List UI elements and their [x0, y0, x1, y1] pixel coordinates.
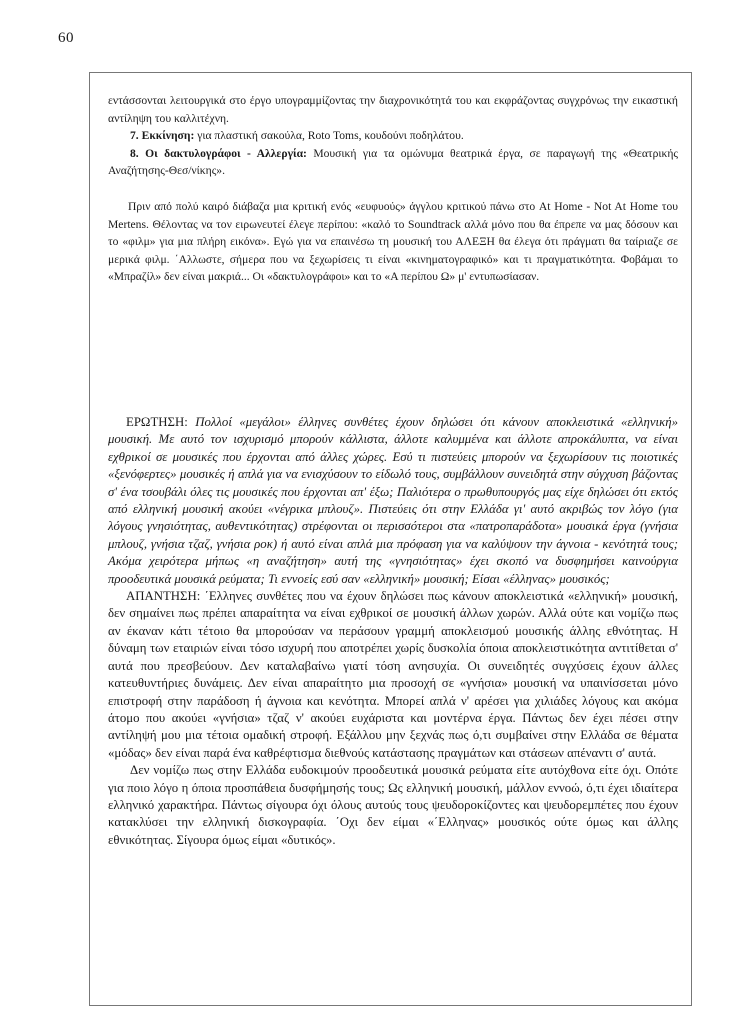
box-intro-text: εντάσσονται λειτουργικά στο έργο υπογραμμίζοντας την διαχρονικότητά του και εκφράζοντας συγχρόνως την εικαστική αντίληψη του καλλιτέχνη.	[108, 94, 678, 125]
question-text: Πολλοί «μεγάλοι» έλληνες συνθέτες έχουν δηλώσει ότι κάνουν αποκλειστικά «ελληνική» μουσική. Με αυτό τον ισχυρισμό μπορούν κάλλιστα, άλλοτε καλυμμένα και άλλοτε απροκάλυπτα, να είναι εχθρικοί σε μουσικές που έρχονται από άλλες χώρες. Εσύ τι πιστεύεις μπορούν να ξεχωρίσουν τις ποιοτικές «ξενόφερτες» μουσικές ή απλά για να ενισχύσουν το είδωλό τους, συμβάλλουν συνειδητά στην σύγχυση βάζοντας σ' ένα τσουβάλι όλες τις μουσικές που έρχονται απ' έξω; Παλιότερα ο πρωθυπουργός μας είχε δηλώσει ότι εκτός από ελληνική μουσική ακούει «νέγρικα μπλουζ». Πιστεύεις ότι στην Ελλάδα γι' αυτό ακριβώς τον λόγο (για λόγους γνησιότητας, αυθεντικότητας) στρέφονται οι περισσότεροι στα «πατροπαράδοτα» μουσικά έργα (γνήσια μπλουζ, γνήσια τζαζ, γνήσια ροκ) ή αυτό είναι απλά μια πρόφαση για να καλύψουν την άγνοια - κενότητά τους; Ακόμα χειρότερα μήπως «η αναζήτηση» αυτή της «γνησιότητας» έχει σκοπό να δυσφημήσει καινούργια προοδευτικά μουσικά ρεύματα; Τι εννοείς εσύ σαν «ελληνική» μουσική; Είσαι «έλληνας» μουσικός;	[108, 415, 678, 586]
answer-paragraph-2: Δεν νομίζω πως στην Ελλάδα ευδοκιμούν προοδευτικά μουσικά ρεύματα είτε αυτόχθονα είτε όχι. Οπότε για ποιο λόγο η όποια προσπάθεια δυσφήμησής τους; Ως ελληνική μουσική, μάλλον εννοώ, ό,τι έχει ιδιαίτερα ελληνικό χαρακτήρα. Πάντως σίγουρα όχι όλους αυτούς τους ψευδοροκίζοντες και ψευδορεμπέτες που έχουν κατακλύσει την ελληνική δισκογραφία. ΄Οχι δεν είμαι «΄Ελληνας» μουσικός ούτε όμως και άλλης εθνικότητας. Σίγουρα όμως είμαι «δυτικός».	[108, 763, 678, 847]
list-item-7-label: 7. Εκκίνηση:	[130, 129, 195, 143]
interview-section	[108, 414, 678, 849]
review-paragraph: Πριν από πολύ καιρό διάβαζα μια κριτική ενός «ευφυούς» άγγλου κριτικού πάνω στο At Home - Not At Home του Mertens. Θέλοντας να τον ειρωνευτεί έλεγε περίπου: «καλό το Soundtrack αλλά μόνο που θα έπρεπε να μας δόσουν και το «φιλμ» για μια πλήρη εικόνα». Εγώ για να επαινέσω τη μουσική του ΑΛΕΞΗ θα έλεγα ότι πράγματι θα ταίριαζε σε μερικά φιλμ. ΄Αλλωστε, σήμερα που να ξεχωρίσεις τι είναι «κινηματογραφικό» και τι πραγματικότητα. Φοβάμαι το «Μπραζίλ» δεν είναι μακριά... Οι «δακτυλογράφοι» και το «Α περίπου Ω» μ' εντυπωσίασαν.	[108, 199, 678, 284]
list-item-7	[108, 127, 678, 145]
list-item-7-text: για πλαστική σακούλα, Roto Toms, κουδούνι ποδηλάτου.	[194, 129, 464, 143]
answer-text: ΄Ελληνες συνθέτες που να έχουν δηλώσει πως κάνουν αποκλειστικά «ελληνική» μουσική, δεν σημαίνει πως πρέπει απαραίτητα να είναι εχθρικοί σε μουσική άλλων χωρών. Αλλά ούτε και νομίζω πως αν έκαναν κάτι τέτοιο θα μπορούσαν να περάσουν γραμμή αποκλεισμού μουσικής άλλης εθνότητας. Η δύναμη των εταιριών είναι τόσο ισχυρή που αποτρέπει χωρίς δυσκολία όποια αποκλειστικότητα αντιτίθεται σ' αυτά που πρεσβεύουν. Δεν καταλαβαίνω γιατί τόση ανησυχία. Οι συνειδητές συγχύσεις έχουν άλλες κατευθυντήριες δυνάμεις. Δεν είναι απαραίτητο μια προσοχή σε «γνήσια» μουσική να υπαινίσσεται μόνο επιστροφή στην παράδοση ή άγνοια και κενότητα. Μπορεί απλά ν' αρέσει για χιλιάδες λόγους και ακόμα άτομο που ακούει «γνήσια» τζαζ ν' ακούει ευχάριστα και μοντέρνα έργα. Πάντως δεν έχει πέσει στην αντίληψή μου μια τέτοια ομαδική στροφή. Εξάλλου μην ξεχνάς πως ό,τι συμβαίνει στην Ελλάδα σε θέματα «μόδας» δεν είναι παρά ένα καθρέφτισμα διεθνούς κατάστασης πραγμάτων και στάσεων απέναντι σ' αυτά.	[108, 589, 678, 760]
page-number: 60	[58, 30, 74, 46]
list-item-8-label: 8. Οι δακτυλογράφοι - Αλλεργία:	[130, 146, 307, 160]
list-item-8-text: Μουσική για τα ομώνυμα θεατρικά έργα, σε παραγωγή της «Θεατρικής Αναζήτησης-Θεσ/νίκης».	[108, 146, 678, 178]
boxed-section	[108, 92, 678, 286]
question-label: ΕΡΩΤΗΣΗ:	[126, 415, 188, 429]
answer-label: ΑΠΑΝΤΗΣΗ:	[126, 589, 201, 604]
list-item-8	[108, 145, 678, 180]
answer-paragraph	[108, 588, 678, 762]
question-paragraph	[108, 414, 678, 588]
